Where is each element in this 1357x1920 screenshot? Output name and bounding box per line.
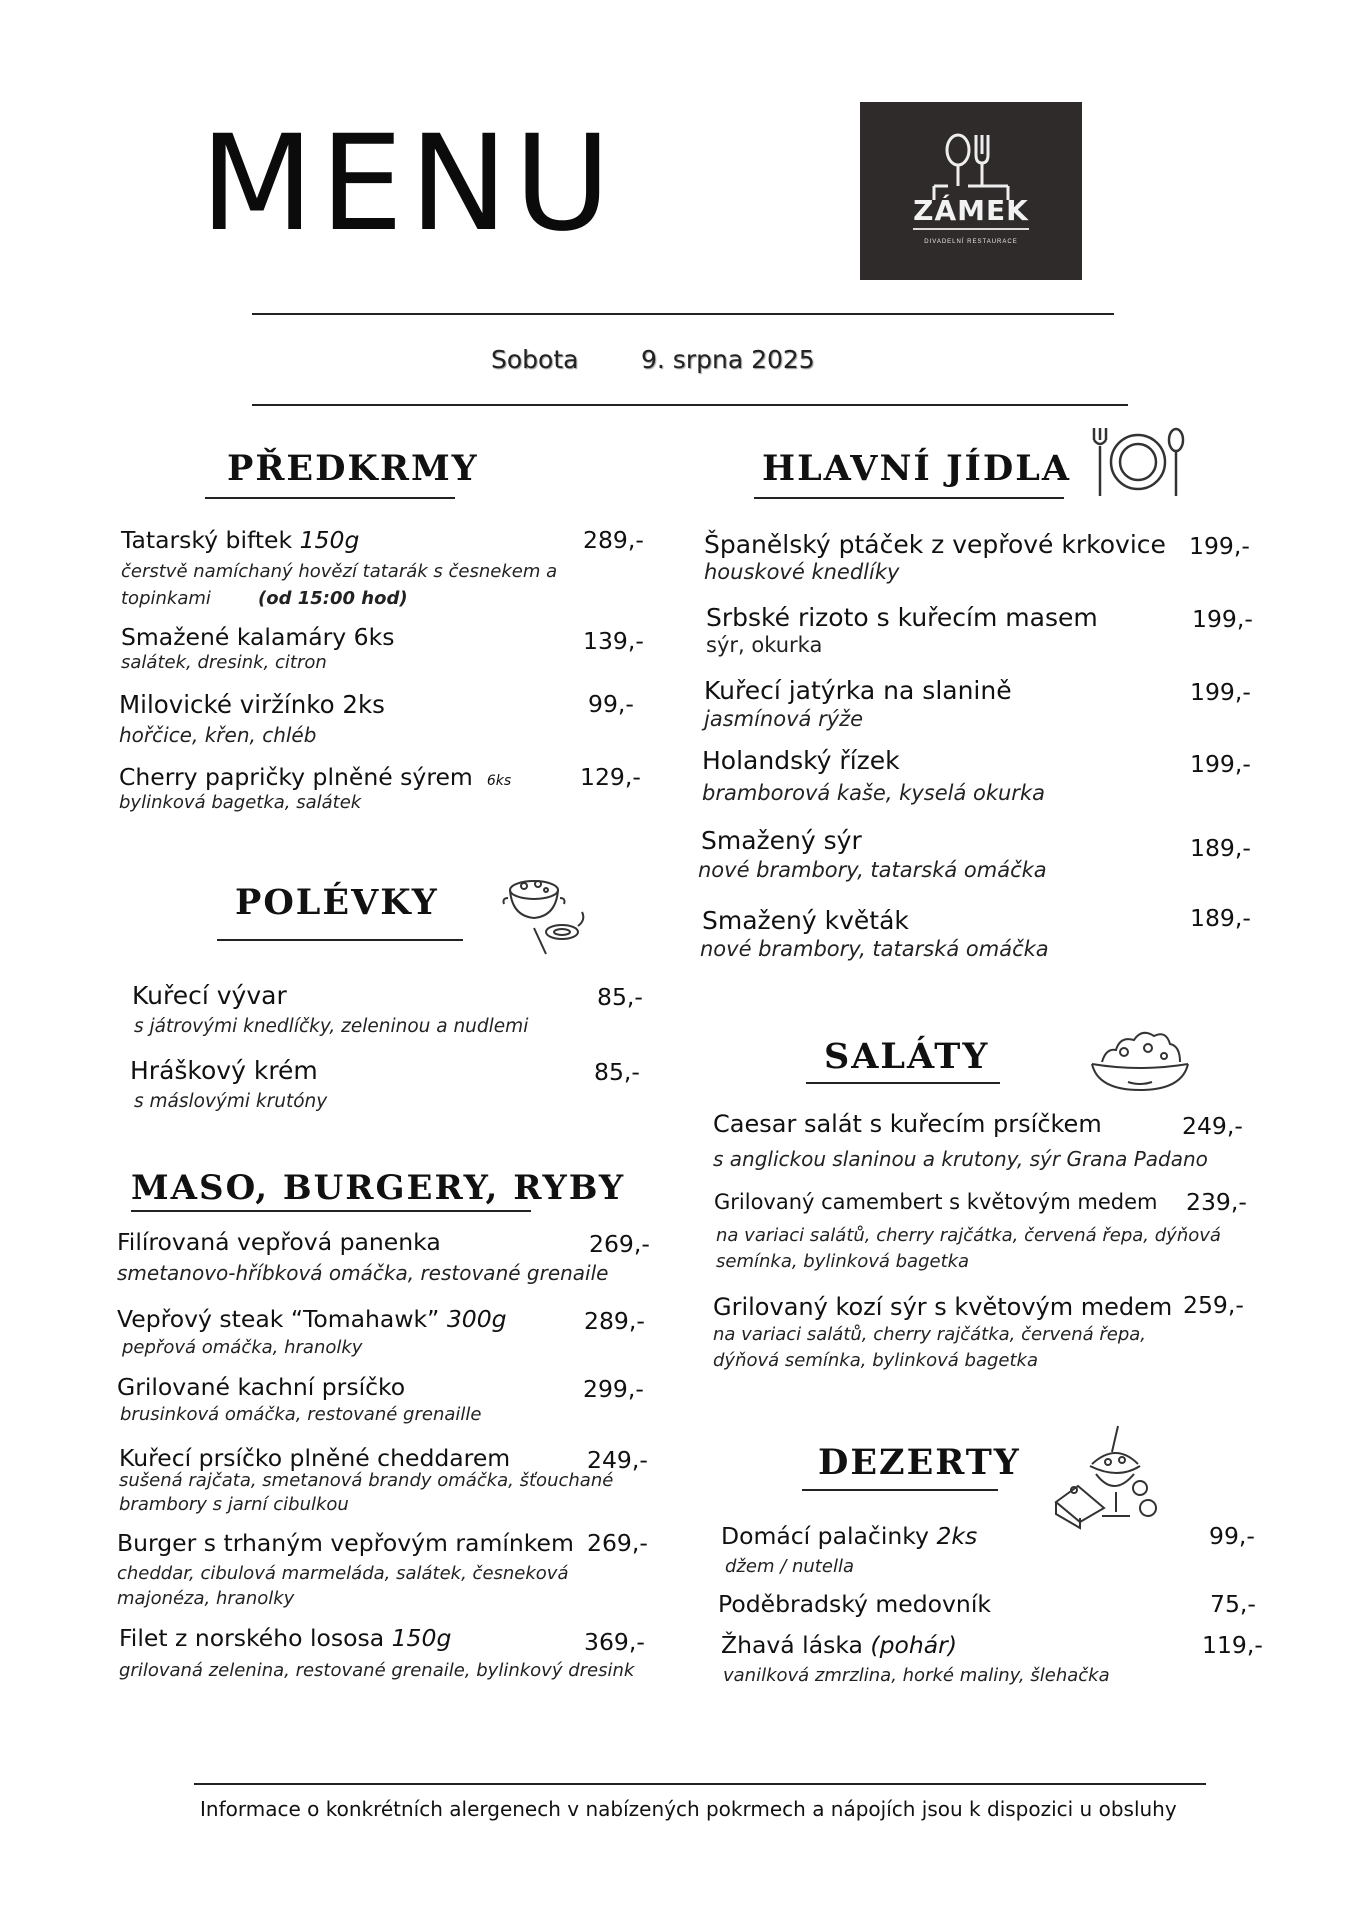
item-price: 269,- [589, 1230, 650, 1258]
item-desc: brusinková omáčka, restované grenaille [120, 1404, 482, 1425]
item-desc: jasmínová rýže [704, 707, 864, 731]
item-name: Smažený květák [702, 906, 909, 935]
item-desc: s máslovými krutóny [134, 1091, 328, 1112]
item-name: Filet z norského lososa [119, 1624, 392, 1652]
date-value: 9. srpna 2025 [641, 345, 815, 374]
item-desc: bylinková bagetka, salátek [119, 792, 362, 813]
item-desc: čerstvě namíchaný hovězí tatarák s česnekem a [121, 561, 558, 582]
plate-cutlery-icon [1088, 426, 1188, 502]
salad-bowl-icon [1088, 1030, 1192, 1094]
item-desc: na variaci salátů, cherry rajčátka, červená řepa, dýňová [716, 1225, 1221, 1246]
section-underline [217, 939, 463, 941]
item-name: Grilovaný camembert s květovým medem [714, 1190, 1158, 1214]
item-desc: majonéza, hranolky [117, 1588, 295, 1609]
item-desc: cheddar, cibulová marmeláda, salátek, česneková [117, 1563, 569, 1584]
item-name: Grilované kachní prsíčko [117, 1373, 406, 1401]
item-desc: nové brambory, tatarská omáčka [698, 858, 1047, 882]
item-desc: sušená rajčata, smetanová brandy omáčka, šťouchané [119, 1470, 614, 1491]
item-name: Poděbradský medovník [718, 1590, 991, 1618]
item-desc: vanilková zmrzlina, horké maliny, šlehačka [723, 1665, 1110, 1686]
item-name: Srbské rizoto s kuřecím masem [706, 603, 1098, 632]
item-desc: houskové knedlíky [704, 560, 900, 584]
item-price: 99,- [588, 690, 634, 718]
item-qty: (pohár) [870, 1631, 958, 1659]
item-desc: hořčice, křen, chléb [119, 723, 317, 747]
dessert-icon [1052, 1424, 1162, 1534]
item-desc: pepřová omáčka, hranolky [122, 1337, 363, 1358]
item-price: 85,- [594, 1058, 640, 1086]
header-divider-top [252, 313, 1114, 315]
item-qty: 2ks [936, 1522, 978, 1550]
item-qty: 6ks [486, 773, 512, 789]
item-price: 249,- [587, 1446, 648, 1474]
section-title-dezerty: DEZERTY [818, 1442, 1021, 1483]
item-desc: salátek, dresink, citron [121, 652, 327, 673]
item-qty: 300g [446, 1305, 507, 1333]
item-name: Španělský ptáček z vepřové krkovice [704, 530, 1166, 559]
logo-name: ZÁMEK [913, 194, 1029, 227]
item-name: Tatarský biftek [121, 526, 300, 554]
item-price: 199,- [1189, 532, 1250, 560]
item-desc: s játrovými knedlíčky, zeleninou a nudlemi [134, 1016, 529, 1037]
item-desc: brambory s jarní cibulkou [119, 1494, 349, 1515]
item-name: Caesar salát s kuřecím prsíčkem [713, 1110, 1102, 1138]
item-price: 289,- [584, 1307, 645, 1335]
page-title: MENU [200, 107, 617, 261]
item-name: Žhavá láska [721, 1631, 871, 1659]
allergen-notice: Informace o konkrétních alergenech v nabízených pokrmech a nápojích jsou k dispozici u obsluhy [200, 1797, 1177, 1821]
date-day: Sobota [491, 345, 579, 374]
item-qty: 150g [391, 1624, 452, 1652]
item-price: 189,- [1190, 834, 1251, 862]
item-note: (od 15:00 hod) [258, 588, 408, 609]
section-title-polevky: POLÉVKY [235, 882, 439, 923]
item-price: 269,- [587, 1529, 648, 1557]
item-name: Vepřový steak “Tomahawk” [117, 1305, 447, 1333]
item-desc: grilovaná zelenina, restované grenaile, bylinkový dresink [119, 1660, 635, 1681]
section-underline [806, 1082, 1000, 1084]
logo-underline [913, 228, 1029, 230]
item-name: Kuřecí prsíčko plněné cheddarem [119, 1444, 511, 1472]
item-name: Filírovaná vepřová panenka [117, 1228, 441, 1256]
item-desc: topinkami [121, 588, 211, 609]
section-title-salaty: SALÁTY [824, 1036, 990, 1077]
item-price: 99,- [1209, 1522, 1255, 1550]
item-name: Grilovaný kozí sýr s květovým medem [713, 1293, 1173, 1321]
section-title-maso: MASO, BURGERY, RYBY [131, 1168, 626, 1208]
section-underline [802, 1489, 998, 1491]
item-price: 249,- [1182, 1112, 1243, 1140]
item-desc: sýr, okurka [706, 633, 823, 657]
item-price: 139,- [583, 627, 644, 655]
restaurant-logo [860, 102, 1082, 280]
footer-divider [194, 1783, 1206, 1785]
section-title-hlavni: HLAVNÍ JÍDLA [762, 448, 1072, 489]
item-name: Cherry papričky plněné sýrem [119, 763, 473, 791]
item-name: Smažené kalamáry 6ks [121, 623, 395, 651]
item-qty: 150g [299, 526, 360, 554]
section-underline [205, 497, 455, 499]
item-price: 85,- [597, 983, 643, 1011]
item-price: 189,- [1190, 904, 1251, 932]
item-name: Burger s trhaným vepřovým ramínkem [117, 1529, 574, 1557]
item-price: 199,- [1190, 678, 1251, 706]
item-price: 75,- [1210, 1590, 1256, 1618]
item-price: 369,- [584, 1628, 645, 1656]
item-desc: na variaci salátů, cherry rajčátka, červená řepa, [713, 1324, 1147, 1345]
section-underline [754, 497, 1064, 499]
item-name: Milovické viržínko 2ks [119, 690, 385, 719]
item-price: 289,- [583, 526, 644, 554]
item-price: 199,- [1190, 750, 1251, 778]
item-price: 129,- [580, 763, 641, 791]
item-price: 259,- [1183, 1291, 1244, 1319]
logo-subtitle: DIVADELNÍ RESTAURACE [924, 239, 1018, 245]
item-desc: dýňová semínka, bylinková bagetka [713, 1350, 1038, 1371]
item-price: 199,- [1192, 605, 1253, 633]
header-divider-bottom [252, 404, 1128, 406]
item-desc: smetanovo-hříbková omáčka, restované grenaile [117, 1261, 609, 1285]
item-desc: bramborová kaše, kyselá okurka [702, 781, 1045, 805]
item-desc: nové brambory, tatarská omáčka [700, 937, 1049, 961]
item-name: Holandský řízek [702, 746, 900, 775]
item-desc: s anglickou slaninou a krutony, sýr Grana Padano [713, 1147, 1208, 1171]
item-price: 299,- [583, 1375, 644, 1403]
item-name: Kuřecí vývar [132, 981, 287, 1010]
item-name: Kuřecí jatýrka na slanině [704, 676, 1012, 705]
item-price: 119,- [1202, 1631, 1263, 1659]
item-name: Smažený sýr [701, 826, 862, 855]
item-name: Domácí palačinky [721, 1522, 937, 1550]
item-desc: džem / nutella [725, 1556, 854, 1577]
section-title-predkrmy: PŘEDKRMY [227, 448, 479, 489]
fork-spoon-logo-icon [860, 102, 1082, 192]
section-underline [131, 1210, 531, 1212]
item-name: Hráškový krém [130, 1056, 318, 1085]
item-desc: semínka, bylinková bagetka [716, 1251, 970, 1272]
item-price: 239,- [1186, 1188, 1247, 1216]
soup-pot-icon [498, 868, 588, 958]
